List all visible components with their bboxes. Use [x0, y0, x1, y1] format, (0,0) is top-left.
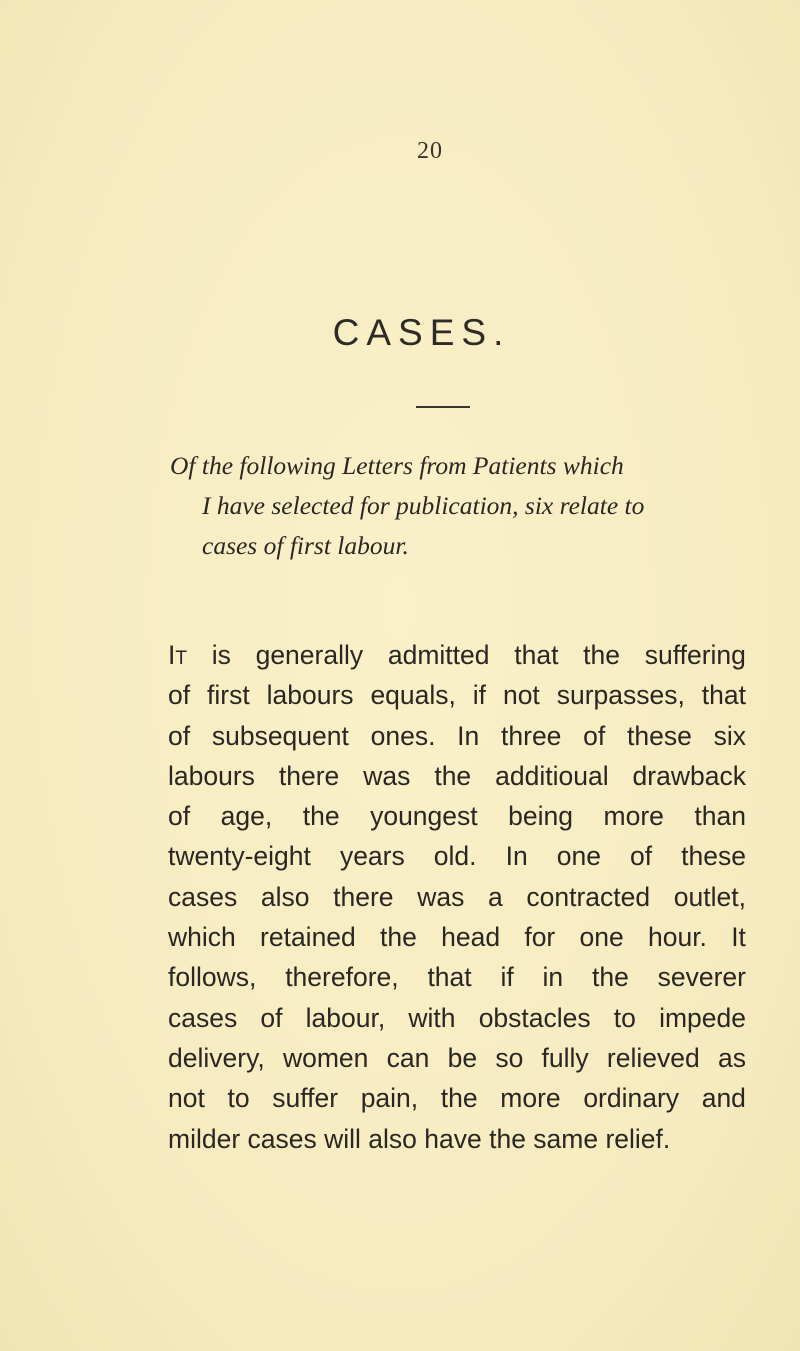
- word: cases: [247, 1123, 325, 1154]
- word: head: [441, 922, 501, 953]
- word: that: [427, 962, 472, 993]
- word: can: [386, 1042, 430, 1073]
- word: of: [168, 801, 191, 832]
- word: than: [694, 801, 746, 832]
- word: therefore,: [285, 962, 399, 993]
- word: of: [583, 720, 606, 751]
- word: subsequent: [211, 720, 349, 751]
- word: not: [502, 680, 540, 711]
- word: drawback: [632, 760, 746, 791]
- paragraph-line: [168, 917, 746, 957]
- word: of: [630, 841, 653, 872]
- word: so: [495, 1042, 524, 1073]
- paragraph-line: [168, 836, 746, 876]
- word: relieved: [606, 1042, 700, 1073]
- page-number: 20: [417, 138, 443, 164]
- word: surpasses,: [556, 680, 685, 711]
- word: same: [533, 1123, 606, 1154]
- word: these: [681, 841, 746, 872]
- word: the: [489, 1123, 534, 1154]
- word: It: [168, 640, 187, 670]
- word: labour,: [305, 1002, 386, 1033]
- word: twenty-eight: [168, 841, 311, 872]
- word: the: [440, 1083, 478, 1114]
- paragraph-line: [168, 635, 746, 675]
- word: one: [579, 922, 624, 953]
- paragraph-line: [168, 1078, 746, 1118]
- word: suffering: [644, 640, 746, 670]
- word: to: [613, 1002, 636, 1033]
- paragraph-line: [168, 1119, 746, 1159]
- word: was: [417, 881, 465, 912]
- word: old.: [433, 841, 477, 872]
- word: six: [713, 720, 746, 751]
- word: generally: [255, 640, 364, 670]
- word: the: [583, 640, 621, 670]
- word: is: [211, 640, 231, 670]
- intro-italic-note: [170, 446, 730, 566]
- word: admitted: [387, 640, 490, 670]
- word: will: [324, 1123, 369, 1154]
- word: equals,: [370, 680, 456, 711]
- word: and: [701, 1083, 746, 1114]
- word: impede: [659, 1002, 746, 1033]
- word: if: [500, 962, 514, 993]
- word: retained: [260, 922, 356, 953]
- paragraph-line: [168, 756, 746, 796]
- word: three: [501, 720, 562, 751]
- word: which: [168, 922, 236, 953]
- word: fully: [541, 1042, 589, 1073]
- paragraph-line: [168, 716, 746, 756]
- section-heading: CASES.: [332, 312, 511, 353]
- word: not: [168, 1083, 205, 1114]
- word: also: [368, 1123, 425, 1154]
- word: more: [603, 801, 664, 832]
- word: the: [591, 962, 629, 993]
- word: of: [260, 1002, 283, 1033]
- word: labours: [168, 760, 255, 791]
- word: ordinary: [583, 1083, 680, 1114]
- paragraph-line: [168, 998, 746, 1038]
- word: cases: [168, 881, 238, 912]
- word: age,: [220, 801, 273, 832]
- paragraph-line: [168, 675, 746, 715]
- word: delivery,: [168, 1042, 265, 1073]
- word: pain,: [360, 1083, 419, 1114]
- body-paragraph: [168, 635, 746, 1159]
- word: labours: [266, 680, 354, 711]
- word: In: [457, 720, 480, 751]
- word: one: [556, 841, 601, 872]
- word: hour.: [647, 922, 707, 953]
- word: of: [168, 720, 191, 751]
- word: obstacles: [478, 1002, 591, 1033]
- word: that: [701, 680, 746, 711]
- word: being: [508, 801, 573, 832]
- paragraph-line: [168, 877, 746, 917]
- word: also: [260, 881, 310, 912]
- word: if: [472, 680, 487, 711]
- word: ones.: [370, 720, 436, 751]
- word: in: [542, 962, 564, 993]
- word: the: [434, 760, 472, 791]
- word: was: [363, 760, 411, 791]
- word: relief.: [605, 1123, 671, 1154]
- word: years: [339, 841, 405, 872]
- word: with: [408, 1002, 456, 1033]
- word: that: [514, 640, 559, 670]
- paragraph-line: [168, 957, 746, 997]
- word: It: [731, 922, 746, 953]
- word: be: [447, 1042, 478, 1073]
- word: the: [380, 922, 417, 953]
- intro-line: Of the following Letters from Patients which: [170, 451, 624, 480]
- word: the: [302, 801, 340, 832]
- word: first: [207, 680, 250, 711]
- word: women: [282, 1042, 369, 1073]
- word: more: [500, 1083, 561, 1114]
- word: severer: [657, 962, 746, 993]
- word: milder: [168, 1123, 248, 1154]
- word: there: [333, 881, 394, 912]
- word: follows,: [168, 962, 257, 993]
- word: suffer: [272, 1083, 339, 1114]
- paragraph-line: [168, 1038, 746, 1078]
- word: a: [487, 881, 503, 912]
- word: In: [505, 841, 528, 872]
- word: cases: [168, 1002, 238, 1033]
- intro-line: I have selected for publication, six relate to: [202, 491, 645, 520]
- intro-line: cases of first labour.: [202, 531, 409, 560]
- word: of: [168, 680, 191, 711]
- word: for: [524, 922, 556, 953]
- word: contracted: [526, 881, 651, 912]
- paragraph-line: [168, 796, 746, 836]
- word: as: [717, 1042, 746, 1073]
- word: outlet,: [673, 881, 746, 912]
- word: there: [278, 760, 340, 791]
- word: to: [227, 1083, 250, 1114]
- heading-rule: [416, 406, 470, 408]
- word: youngest: [370, 801, 478, 832]
- word: have: [424, 1123, 490, 1154]
- word: additioual: [495, 760, 609, 791]
- word: these: [627, 720, 692, 751]
